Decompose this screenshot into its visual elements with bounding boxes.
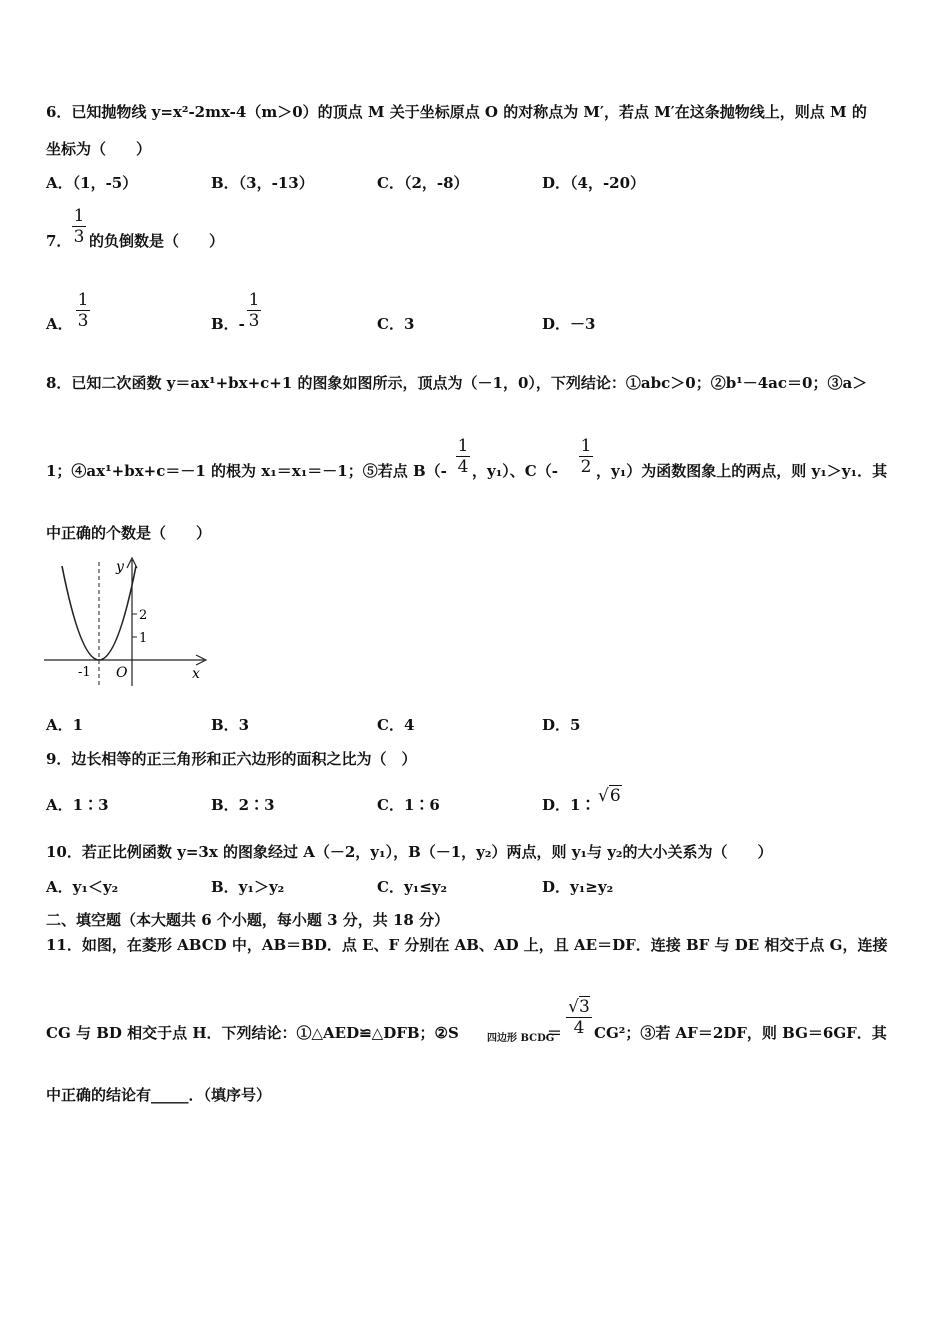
q11-line1: 11．如图，在菱形 ABCD 中，AB＝BD．点 E、F 分别在 AB、AD 上，且 AE＝DF．连接 BF 与 DE 相交于点 G，连接 bbox=[46, 936, 888, 954]
q6-option-c: C．（2，-8） bbox=[377, 174, 469, 192]
q7-prefix: 7． bbox=[46, 232, 72, 250]
q9-option-d: D．1∶ bbox=[542, 796, 596, 814]
q11-fraction bbox=[566, 998, 592, 1037]
q9-line: 9．边长相等的正三角形和正六边形的面积之比为（ ） bbox=[46, 750, 417, 768]
q6-line2: 坐标为（ ） bbox=[46, 140, 152, 158]
tick-2-label: 2 bbox=[139, 608, 148, 623]
q7-option-b-fraction: 1 3 bbox=[248, 290, 260, 331]
q11-frac-den: 4 bbox=[573, 1018, 585, 1038]
q8-option-c: C．4 bbox=[377, 716, 415, 734]
q8-line1: 8．已知二次函数 y＝ax¹+bx+c+1 的图象如图所示，顶点为（－1，0），下列结论：①abc＞0；②b¹－4ac＝0；③a＞ bbox=[46, 374, 868, 392]
q9-option-c: C．1∶6 bbox=[377, 796, 440, 814]
q8-fraction-1: 1 4 bbox=[457, 436, 469, 477]
q9-option-a: A．1∶3 bbox=[46, 796, 109, 814]
q7-option-b: B．- bbox=[211, 315, 245, 333]
q7-text: 的负倒数是（ ） bbox=[89, 232, 225, 250]
q10-option-a: A．y₁＜y₂ bbox=[46, 878, 119, 896]
q7-option-a: A． bbox=[46, 315, 73, 333]
q8-option-d: D．5 bbox=[542, 716, 581, 734]
q6-option-a: A．（1，-5） bbox=[46, 174, 138, 192]
q11-equals: ＝ bbox=[547, 1024, 563, 1042]
q8-fraction-2: 1 2 bbox=[580, 436, 592, 477]
q7-frac-num: 1 bbox=[73, 206, 85, 226]
q9-option-b: B．2∶3 bbox=[211, 796, 275, 814]
q11-line2-a: CG 与 BD 相交于点 H．下列结论：①△AED≌△DFB；②S bbox=[46, 1024, 459, 1042]
q10-option-d: D．y₁≥y₂ bbox=[542, 878, 614, 896]
q8-option-a: A．1 bbox=[46, 716, 84, 734]
q11-frac-num: √3 bbox=[568, 997, 590, 1017]
q10-option-c: C．y₁≤y₂ bbox=[377, 878, 448, 896]
q6-line1: 6．已知抛物线 y=x²-2mx-4（m＞0）的顶点 M 关于坐标原点 O 的对称点为 M′，若点 M′在这条抛物线上，则点 M 的 bbox=[46, 103, 867, 121]
q8-line2-c: ，y₁）为函数图象上的两点，则 y₁＞y₁．其 bbox=[596, 462, 888, 480]
q10-line: 10．若正比例函数 y=3x 的图象经过 A（－2，y₁），B（－1，y₂）两点，则 y₁与 y₂的大小关系为（ ） bbox=[46, 843, 773, 861]
q11-area-subscript: 四边形 BCDG bbox=[487, 1033, 555, 1044]
origin-label: O bbox=[116, 665, 128, 681]
q10-option-b: B．y₁＞y₂ bbox=[211, 878, 285, 896]
q8-line3: 中正确的个数是（ ） bbox=[46, 524, 212, 542]
q7-option-a-fraction: 1 3 bbox=[77, 290, 89, 331]
tick-1-label: 1 bbox=[139, 631, 148, 646]
q7-option-d: D．－3 bbox=[542, 315, 596, 333]
section2-heading: 二、填空题（本大题共 6 个小题，每小题 3 分，共 18 分） bbox=[46, 911, 450, 929]
q6-option-d: D．（4，-20） bbox=[542, 174, 646, 192]
q9-sqrt6: √6 bbox=[598, 786, 621, 806]
q7-frac-den: 3 bbox=[73, 227, 85, 247]
q8-option-b: B．3 bbox=[211, 716, 250, 734]
q6-option-b: B．（3，-13） bbox=[211, 174, 314, 192]
q8-parabola-graph bbox=[40, 552, 212, 688]
q8-line2-a: 1；④ax¹+bx+c＝－1 的根为 x₁＝x₁＝－1；⑤若点 B（- bbox=[46, 462, 447, 480]
y-axis-label: y bbox=[116, 559, 124, 575]
tick-neg1-label: -1 bbox=[78, 665, 91, 680]
q7-fraction bbox=[72, 207, 86, 246]
q8-line2-b: ，y₁）、C（- bbox=[472, 462, 558, 480]
x-axis-label: x bbox=[192, 666, 200, 682]
q11-line3: 中正确的结论有_____．（填序号） bbox=[46, 1086, 272, 1104]
q11-line2-b: CG²；③若 AF＝2DF，则 BG＝6GF．其 bbox=[594, 1024, 887, 1042]
q7-option-c: C．3 bbox=[377, 315, 415, 333]
